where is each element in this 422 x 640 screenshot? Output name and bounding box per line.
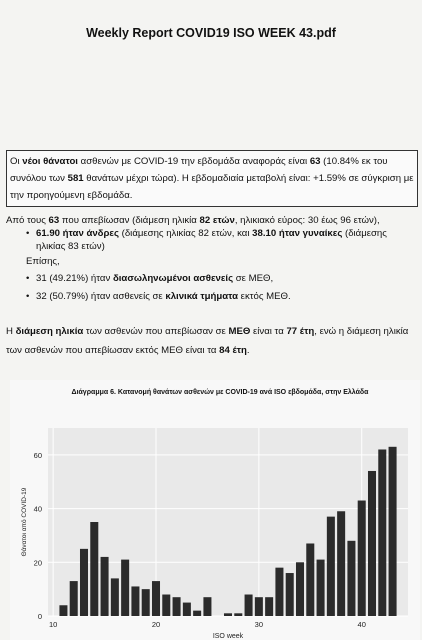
bar-week-42 — [378, 449, 386, 616]
new-deaths-text: Οι νέοι θάνατοι ασθενών με COVID-19 την εβδομάδα αναφοράς είναι 63 (10.84% εκ του συνόλου των 581 θανάτων μέχρι τώρα). Η εβδομαδιαία μεταβολή είναι: +1.59% σε σύγκριση με την προηγούμενη εβδομάδα. — [10, 156, 414, 201]
x-tick-label: 30 — [254, 620, 264, 629]
new-deaths-box — [6, 150, 418, 207]
bar-week-12 — [70, 581, 78, 616]
y-axis-label: Θάνατοι από COVID-19 — [21, 487, 28, 557]
chart-area — [10, 380, 420, 640]
bar-week-43 — [389, 447, 397, 616]
deaths-per-week-chart — [10, 380, 420, 640]
bar-week-13 — [80, 549, 88, 616]
y-tick-label: 20 — [33, 558, 42, 568]
bar-week-21 — [162, 595, 170, 616]
bar-week-24 — [193, 611, 201, 616]
icu-list — [6, 270, 418, 306]
bar-week-14 — [90, 522, 98, 616]
y-tick-label: 40 — [33, 504, 42, 514]
bar-week-18 — [131, 586, 139, 616]
bar-week-33 — [286, 573, 294, 616]
y-tick-label: 0 — [37, 612, 42, 621]
bar-week-29 — [245, 595, 253, 616]
gender-item: • 61.90 ήταν άνδρες (διάμεσης ηλικίας 82 ετών, και 38.10 ήταν γυναίκες (διάμεσης ηλικίας 83 ετών) — [6, 227, 418, 253]
page-title: Weekly Report COVID19 ISO WEEK 43.pdf — [86, 26, 336, 40]
bar-week-15 — [101, 557, 109, 616]
x-tick-label: 20 — [151, 620, 161, 629]
bar-week-36 — [317, 560, 325, 616]
bar-week-31 — [265, 597, 273, 616]
median-age-paragraph: Η διάμεση ηλικία των ασθενών που απεβίωσαν σε ΜΕΘ είναι τα 77 έτη, ενώ η διάμεση ηλικία των ασθενών που απεβίωσαν εκτός ΜΕΘ είναι τα 84 έτη. — [6, 326, 409, 356]
bar-week-25 — [203, 597, 211, 616]
x-tick-label: 10 — [48, 620, 58, 629]
intro-line: Από τους 63 που απεβίωσαν (διάμεση ηλικία 82 ετών, ηλικιακό εύρος: 30 έως 96 ετών), — [6, 215, 380, 226]
chart-title: Διάγραμμα 6. Κατανομή θανάτων ασθενών με COVID-19 ανά ISO εβδομάδα, στην Ελλάδα — [71, 389, 369, 396]
bar-week-20 — [152, 581, 160, 616]
y-tick-label: 60 — [33, 450, 42, 460]
bar-week-27 — [224, 613, 232, 616]
bar-week-19 — [142, 589, 150, 616]
also-label: Επίσης, — [26, 256, 60, 267]
bar-week-11 — [59, 605, 67, 616]
bar-week-17 — [121, 560, 129, 616]
bar-week-40 — [358, 501, 366, 616]
bar-week-41 — [368, 471, 376, 616]
bar-week-30 — [255, 597, 263, 616]
icu-item-intubated: • 31 (49.21%) ήταν διασωληνωμένοι ασθενείς σε ΜΕΘ, — [6, 270, 418, 288]
x-axis-label: ISO week — [212, 633, 244, 640]
bar-week-35 — [306, 543, 314, 616]
bar-week-37 — [327, 517, 335, 616]
bar-week-23 — [183, 603, 191, 616]
bar-week-38 — [337, 511, 345, 616]
bar-week-22 — [173, 597, 181, 616]
bar-week-28 — [234, 613, 242, 616]
bar-week-34 — [296, 562, 304, 616]
bar-week-39 — [347, 541, 355, 616]
x-tick-label: 40 — [357, 620, 366, 629]
bar-week-16 — [111, 578, 119, 616]
bar-week-32 — [275, 568, 283, 616]
icu-item-clinic: • 32 (50.79%) ήταν ασθενείς σε κλινικά τμήματα εκτός ΜΕΘ. — [6, 288, 418, 306]
gender-list — [6, 227, 418, 253]
deaths-summary — [6, 214, 418, 306]
